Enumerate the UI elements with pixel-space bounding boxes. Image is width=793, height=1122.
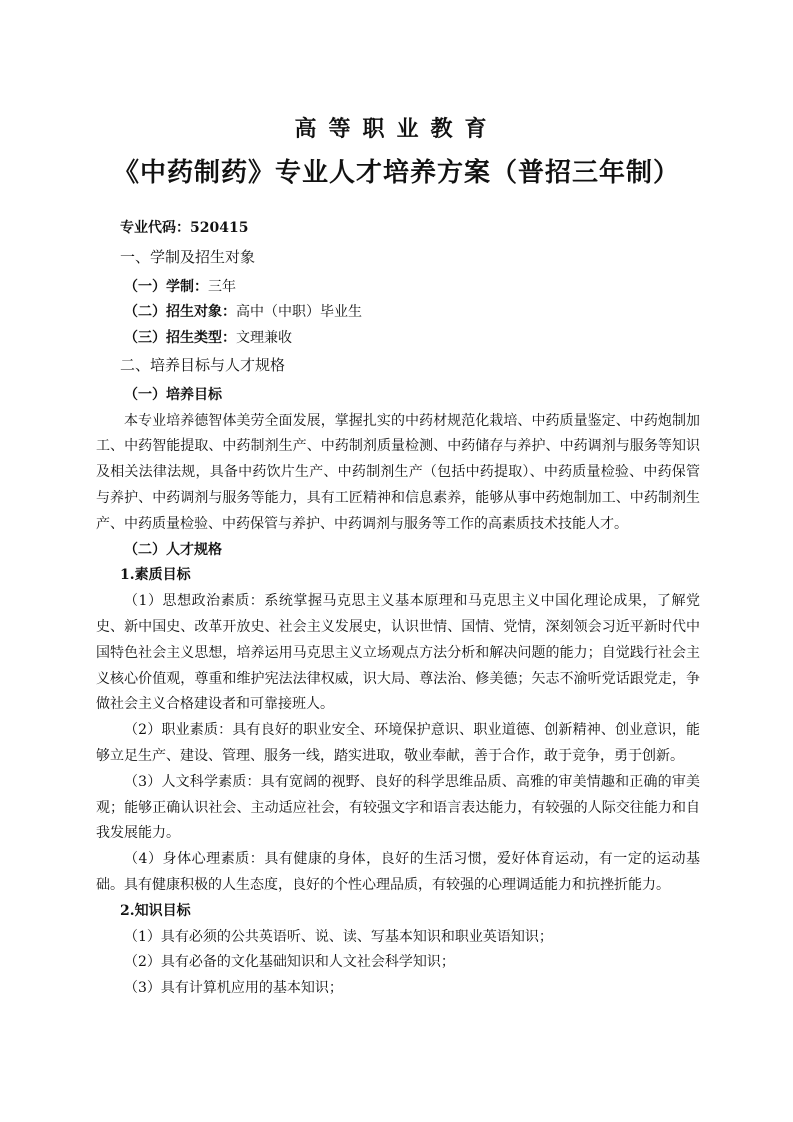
enrollment-type-item <box>96 326 700 352</box>
section2-heading: 二、培养目标与人才规格 <box>120 355 286 374</box>
item-label: （三）招生类型： <box>124 330 236 347</box>
item-value: 三年 <box>208 278 236 295</box>
document-title-line1: 高等职业教育 <box>294 116 499 142</box>
quality-item: （1）思想政治素质：系统掌握马克思主义基本原理和马克思主义中国化理论成果，了解党史、新中国史、改革开放史、社会主义发展史，认识世情、国情、党情，深刻领会习近平新时代中国特色社会主义思想，培养运用马克思主义立场观点方法分析和解决问题的能力；自觉践行社会主义核心价值观，尊重和维护宪法法律权威，识大局、尊法治、修美德；矢志不渝听党话跟党走，争做社会主义合格建设者和可靠接班人。 <box>96 593 700 713</box>
training-goal-heading: （一）培养目标 <box>124 386 222 403</box>
knowledge-item: （3）具有计算机应用的基本知识； <box>124 980 343 997</box>
talent-spec-heading: （二）人才规格 <box>124 541 222 558</box>
section1-heading: 一、学制及招生对象 <box>120 247 256 266</box>
quality-item: （3）人文科学素质：具有宽阔的视野、良好的科学思维品质、高雅的审美情趣和正确的审美观；能够正确认识社会、主动适应社会，有较强文字和语言表达能力，有较强的人际交往能力和自我发展能力。 <box>96 773 700 842</box>
schooling-item <box>96 275 700 301</box>
item-label: （二）招生对象： <box>124 304 236 321</box>
item-value: 高中（中职）毕业生 <box>236 304 362 321</box>
quality-goal-heading: 1.素质目标 <box>120 567 191 584</box>
knowledge-item: （1）具有必须的公共英语听、说、读、写基本知识和职业英语知识； <box>124 928 553 945</box>
quality-item: （2）职业素质：具有良好的职业安全、环境保护意识、职业道德、创新精神、创业意识，能够立足生产、建设、管理、服务一线，踏实进取，敬业奉献，善于合作，敢于竞争，勇于创新。 <box>96 722 700 764</box>
knowledge-item: （2）具有必备的文化基础知识和人文社会科学知识； <box>124 954 455 971</box>
training-goal-paragraph: 本专业培养德智体美劳全面发展，掌握扎实的中药材规范化栽培、中药质量鉴定、中药炮制加工、中药智能提取、中药制剂生产、中药制剂质量检测、中药储存与养护、中药调剂与服务等知识及相关法律法规，具备中药饮片生产、中药制剂生产（包括中药提取）、中药质量检验、中药保管与养护、中药调剂与服务等能力，具有工匠精神和信息素养，能够从事中药炮制加工、中药制剂生产、中药质量检验、中药保管与养护、中药调剂与服务等工作的高素质技术技能人才。 <box>96 412 700 532</box>
item-value: 文理兼收 <box>236 330 292 347</box>
enrollment-target-item <box>96 300 700 326</box>
knowledge-goal-heading: 2.知识目标 <box>120 902 191 919</box>
quality-item: （4）身体心理素质：具有健康的身体，良好的生活习惯，爱好体育运动，有一定的运动基础。具有健康积极的人生态度，良好的个性心理品质，有较强的心理调适能力和抗挫折能力。 <box>96 851 700 893</box>
document-body <box>96 216 700 1002</box>
document-title-line2: 《中药制药》专业人才培养方案（普招三年制） <box>112 158 680 188</box>
major-code: 专业代码：520415 <box>120 220 249 236</box>
item-label: （一）学制： <box>124 278 208 295</box>
